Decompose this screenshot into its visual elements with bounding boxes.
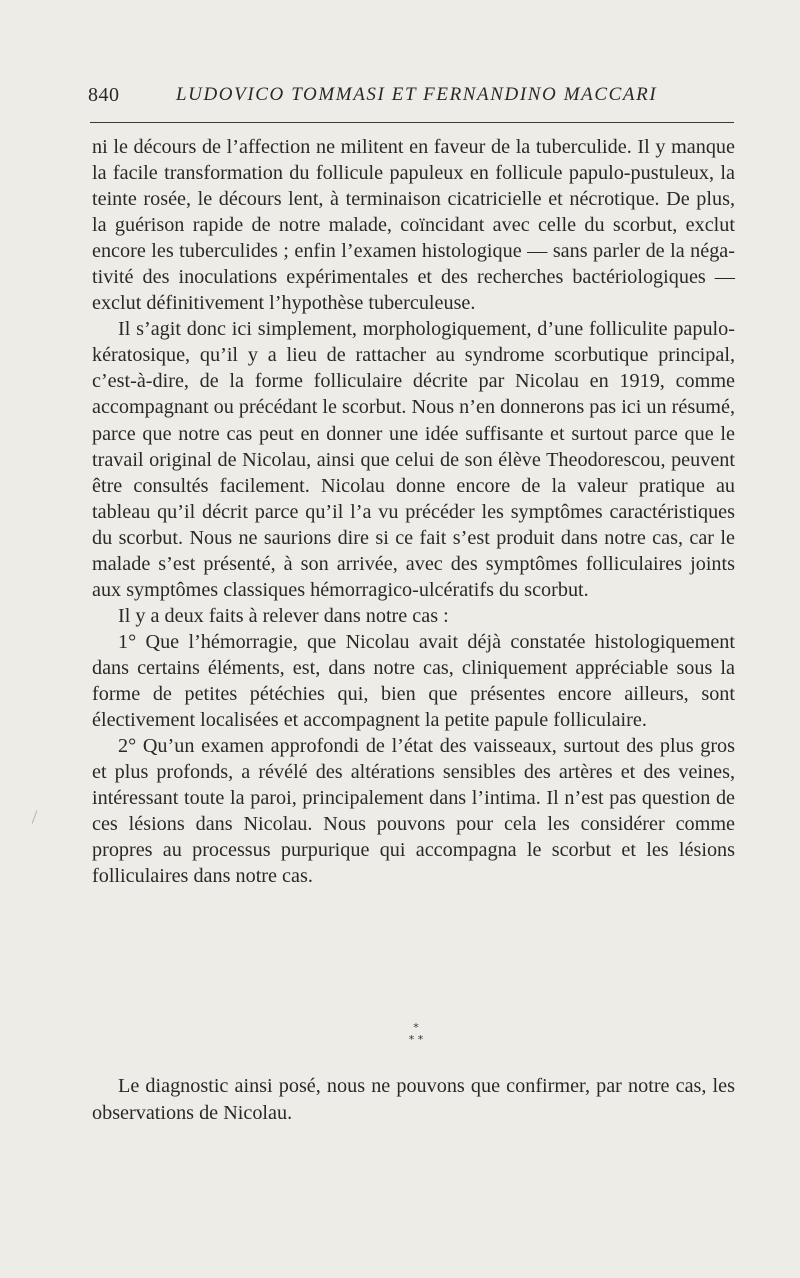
paragraph-deux-faits: Il y a deux faits à relever dans notre cas : [118,604,449,627]
page-number: 840 [88,84,120,106]
paragraph-folliculite: Il s’agit donc ici simplement, morphologiquement, d’une folliculite papulo-kératosique, qu’il y a lieu de rattacher au syndrome scorbutique principal, c’est-à-dire, de la forme folliculaire décrite par Nicolau en 1919, comme accompagnant ou précédant le scorbut. Nous n’en donnerons pas ici un résumé, parce que notre cas peut en donner une idée suffisante et surtout parce que le travail original de Nicolau, ainsi que celui de son élève Theodorescou, peuvent être consultés facilement. Nicolau donne encore de la valeur pratique au tableau qu’il décrit parce qu’il l’a vu précéder les symptômes caractéristiques du scorbut. Nous ne saurions dire si ce fait s’est produit dans notre cas, car le malade s’est présenté, à son arrivée, avec des symptômes folliculaires joints aux symptômes classiques hémorragico-ulcératifs du scorbut. [92,318,735,601]
running-title: LUDOVICO TOMMASI ET FERNANDINO MACCARI [176,84,658,105]
paragraph-continuation: ni le décours de l’affection ne militent en faveur de la tuberculide. Il y manque la facile transformation du follicule papuleux en follicule papulo-pustuleux, la teinte rosée, le décours lent, à terminaison cicatricielle et nécrotique. De plus, la guérison rapide de notre malade, coïncidant avec celle du scorbut, exclut encore les tuberculides ; enfin l’examen histologique — sans parler de la négativité des inoculations expérimentales et des recherches bactériologiques — exclut définitivement l’hypothèse tuberculeuse. [92,136,735,315]
running-head [88,84,730,112]
separator-stars-bottom: * * [408,1033,424,1046]
header-rule [90,122,734,123]
section-separator [396,1022,436,1052]
closing-text [92,1073,735,1126]
closing-paragraph: Le diagnostic ainsi posé, nous ne pouvons que confirmer, par notre cas, les observations de Nicolau. [92,1075,735,1124]
separator-star-top: * [413,1021,419,1034]
scan-speck [32,810,38,823]
paragraph-point-1: 1° Que l’hémorragie, que Nicolau avait déjà constatée histologiquement dans certains éléments, est, dans notre cas, cliniquement appréciable sous la forme de petites pétéchies qui, bien que présentes encore ailleurs, sont électivement localisées et accompagnent la petite papule folliculaire. [92,630,735,732]
body-text [92,134,735,889]
paragraph-point-2: 2° Qu’un examen approfondi de l’état des vaisseaux, surtout des plus gros et plus profonds, a révélé des altérations sensibles des artères et des veines, intéressant toute la paroi, principalement dans l’intima. Il n’est pas question de ces lésions dans Nicolau. Nous pouvons pour cela les considérer comme propres au processus purpurique qui accompagna le scorbut et les lésions folliculaires dans notre cas. [92,735,735,888]
